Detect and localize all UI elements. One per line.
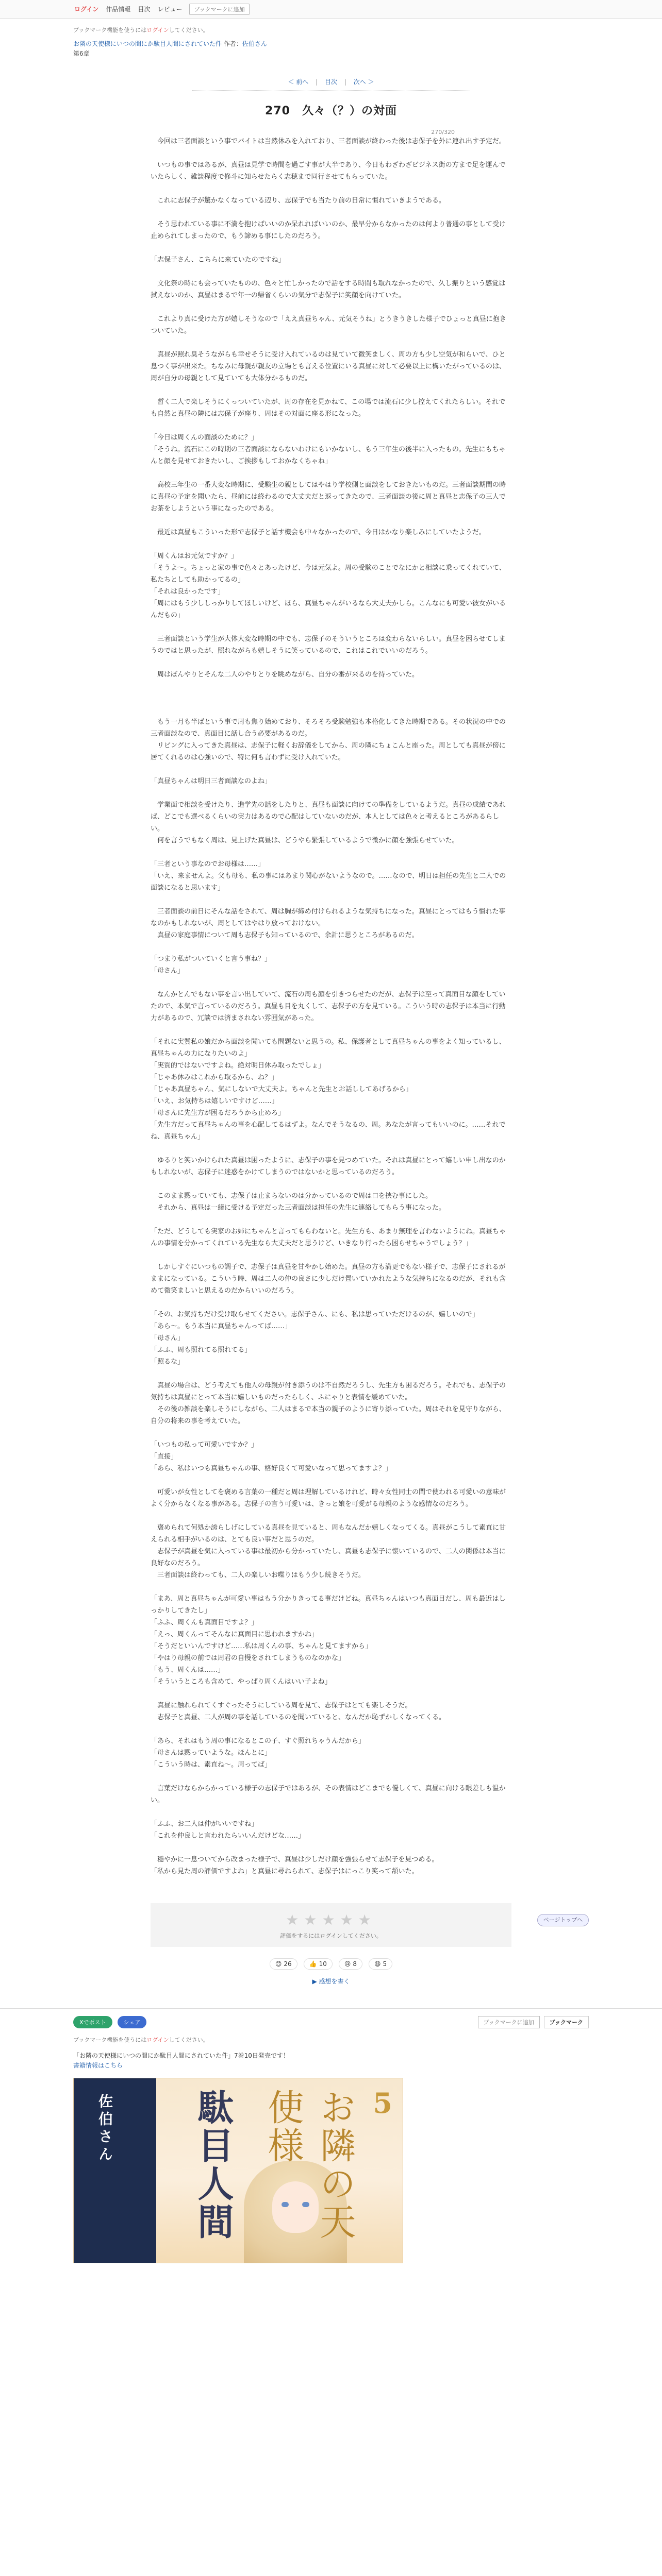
novel-paragraph: 「じゃあ真昼ちゃん、気にしないで大丈夫よ。ちゃんと先生とお話ししてあげるから」 xyxy=(151,1086,412,1094)
novel-paragraph: これに志保子が驚かなくなっている辺り、志保子でも当たり前の日常に慣れていきようである。 xyxy=(151,197,446,205)
novel-paragraph: 「えっ、周くんってそんなに真面目に思われますかね」 xyxy=(151,1631,319,1639)
banner-title-main: 駄目人間 xyxy=(192,2089,235,2242)
novel-paragraph: 真昼が照れ臭そうながらも幸せそうに受け入れているのは見ていて微笑ましく、周の方も少し空気が和らいで、ひと息つく事が出来た。ちなみに母親が親友の立場とも言える位置にいる真昼に対して必要以上に構いたがっているのは、周が自分の母親として見ていても大体分かるものだ。 xyxy=(151,351,506,383)
novel-paragraph: 「そういうところも含めて、やっぱり周くんはいい子よね」 xyxy=(151,1678,332,1686)
novel-paragraph xyxy=(151,1842,511,1854)
reaction-button[interactable] xyxy=(369,1958,392,1970)
share-fb-button[interactable]: シェア xyxy=(118,2016,147,2028)
novel-paragraph: 「あら〜。もう本当に真昼ちゃんってば……」 xyxy=(151,1323,292,1331)
reaction-count: 5 xyxy=(383,1960,387,1968)
novel-paragraph: 「それは良かったです」 xyxy=(151,588,225,596)
novel-paragraph xyxy=(151,1806,511,1818)
novel-paragraph xyxy=(151,467,511,479)
episode-title: 270 久々（？）の対面 xyxy=(265,105,397,118)
reaction-emoji-icon: 😆 xyxy=(374,1960,381,1968)
novel-paragraph xyxy=(151,787,511,799)
novel-paragraph xyxy=(151,420,511,432)
promo-link[interactable]: 書籍情報はこちら xyxy=(73,2062,123,2070)
author-label: 作者： xyxy=(223,40,242,47)
pager-sep: | xyxy=(316,78,318,86)
novel-paragraph: そう思われている事に不満を抱けばいいのか呆れればいいのか、最早分からなかったのは何より普通の事として受け止められてしまったので、もう諦める事にしたのだろう。 xyxy=(151,221,506,241)
novel-paragraph xyxy=(151,1723,511,1735)
prev-link[interactable]: ＜ 前へ xyxy=(288,78,309,86)
novel-paragraph xyxy=(151,941,511,953)
novel-paragraph: 文化祭の時にも会っていたものの、色々と忙しかったので話をする時間も取れなかったので、久し振りという感覚は拭えないのか、真昼はまるで年一の帰省くらいの気分で志保子に笑顔を向けていた。 xyxy=(151,280,506,300)
novel-paragraph: 「母さん」 xyxy=(151,967,185,975)
novel-paragraph: 今回は三者面談という事でバイトは当然休みを入れており、三者面談が終わった後は志保子を外に連れ出す予定だ。 xyxy=(151,138,506,146)
novel-paragraph xyxy=(151,764,511,775)
rating-box xyxy=(151,1903,511,1947)
novel-paragraph: 「三者という事なのでお母様は……」 xyxy=(151,860,265,869)
login-notice xyxy=(73,26,589,34)
novel-paragraph: いつもの事ではあるが、真昼は見学で時間を過ごす事が大半であり、今日もわざわざビジネス街の方まで足を運んでいたらしく、雑談程度で修斗に知らせたらく志穂まで同行させてもらっていた。 xyxy=(151,161,506,181)
novel-paragraph xyxy=(151,681,511,692)
novel-paragraph xyxy=(151,1368,511,1380)
novel-paragraph: 「じゃあ休みはこれから取るから、ね？」 xyxy=(151,1074,278,1082)
novel-paragraph: 「いつもの私って可愛いですか？」 xyxy=(151,1441,258,1449)
novel-paragraph xyxy=(151,1297,511,1309)
novel-paragraph: それから、真昼は一緒に受ける予定だった三者面談は担任の先生に連絡してもらう事になった。 xyxy=(151,1204,446,1212)
novel-paragraph xyxy=(151,207,511,218)
chapter-label: 第6章 xyxy=(73,50,90,58)
novel-paragraph: 暫く二人で楽しそうにくっついていたが、周の存在を見かねて、この場では流石に少し控えてくれたらしい。それでも自然と真昼の隣には志保子が座り、周はその対面に座る形になった。 xyxy=(151,398,506,418)
novel-paragraph xyxy=(151,1143,511,1155)
novel-paragraph xyxy=(151,1581,511,1593)
novel-paragraph: 「やはり母親の前では周君の自慢をされてしまうものなのかな」 xyxy=(151,1654,345,1663)
novel-paragraph: 「いえ、お気持ちは嬉しいですけど……」 xyxy=(151,1097,278,1106)
page-top-button[interactable]: ページトップへ xyxy=(537,1914,589,1926)
footer-bar xyxy=(0,2008,662,2028)
novel-paragraph: 可愛いが女性としてを褒める言葉の一種だと周は理解しているけれど、時々女性同士の間で使われる可愛いの意味がよく分からなくなる事がある。志保子の言う可愛いは、きっと娘を可愛がる母親のような感情なのだろう。 xyxy=(151,1488,506,1509)
episode-number: 270/320 xyxy=(431,129,455,135)
novel-paragraph xyxy=(151,621,511,633)
novel-paragraph: 「もう、周くんは……」 xyxy=(151,1666,225,1674)
series-title-link[interactable]: お隣の天使様にいつの間にか駄目人間にされていた件 xyxy=(73,40,222,47)
novel-paragraph: 志保子と真昼、二人が周の事を話しているのを聞いていると、なんだか恥ずかしくなってくる。 xyxy=(151,1714,446,1722)
novel-paragraph: 志保子が真昼を気に入っている事は最初から分かっていたし、真昼も志保子に懐いているので、二人の関係は本当に良好なのだろう。 xyxy=(151,1548,506,1568)
novel-paragraph: 「今日は周くんの面談のために？」 xyxy=(151,434,258,442)
novel-paragraph: 三者面談という学生が大体大変な時期の中でも、志保子のそういうところは変わらないらしい。真昼を困らせてしまうのではと思ったが、照れながらも嬉しそうに笑っているので、これはこれでいいのだろう。 xyxy=(151,635,506,655)
novel-paragraph: 「そうね。流石にこの時期の三者面談にならないわけにもいかないし、もう三年生の後半に入ったもの。先生にもちゃんと顔を見せておきたいし、ご挨拶もしておかなくちゃね」 xyxy=(151,446,506,466)
novel-paragraph: 「まあ、周と真昼ちゃんが可愛い事はもう分かりきってる事だけどね。真昼ちゃんはいつも真面目だし、周も最近はしっかりしてきたし」 xyxy=(151,1595,506,1615)
novel-paragraph: 「志保子さん、こちらに来ていたのですね」 xyxy=(151,256,285,264)
divider xyxy=(192,90,470,91)
novel-paragraph: 高校三年生の一番大変な時期に、受験生の親としてはやはり学校側と面談をしておきたいものだ。三者面談期間の時に真昼の予定を聞いたら、昼前には終わるので大丈夫だと返ってきたので、三者面談の後に周と真昼と志保子の三人でお茶をしようという事になったのである。 xyxy=(151,481,506,513)
novel-paragraph: 「その、お気持ちだけ受け取らせてください。志保子さん、にも、私は思っていただけるのが、嬉しいので」 xyxy=(151,1311,479,1319)
reaction-emoji-icon: 😊 xyxy=(275,1960,282,1968)
novel-paragraph xyxy=(151,657,511,669)
bookmark-add-button[interactable]: ブックマークに追加 xyxy=(189,4,249,15)
novel-paragraph xyxy=(151,1427,511,1439)
novel-paragraph: ゆるりと笑いかけられた真昼は困ったように、志保子の事を見つめていた。それは真昼にとって嬉しい申し出なのかもしれないが、志保子に迷惑をかけてしまうのではないかと思っているのだろう。 xyxy=(151,1157,506,1177)
reaction-count: 26 xyxy=(284,1960,292,1968)
novel-paragraph: 言葉だけならからかっている様子の志保子ではあるが、その表情はどこまでも優しくて、真昼に向ける眼差しも温かい。 xyxy=(151,1785,506,1805)
novel-paragraph xyxy=(151,1024,511,1036)
share-x-button[interactable]: Xでポスト xyxy=(73,2016,112,2028)
novel-paragraph xyxy=(151,704,511,716)
novel-paragraph: 「つまり私がついていくと言う事ね？」 xyxy=(151,955,272,963)
novel-paragraph: 「私から見た周の評価ですよね」と真昼に尋ねられて、志保子はにっこり笑って頷いた。 xyxy=(151,1868,419,1876)
novel-paragraph: もう一月も半ばという事で周も焦り始めており、そろそろ受験勉強も本格化してきた時期である。その状況の中での三者面談なので、真面目に話し合う必要があるのだ。 xyxy=(151,718,506,738)
reaction-count: 10 xyxy=(319,1960,327,1968)
book-banner[interactable] xyxy=(73,2078,403,2263)
novel-paragraph: 「ふふ、周くんも真面目ですよ？」 xyxy=(151,1619,258,1627)
novel-paragraph xyxy=(151,977,511,989)
novel-paragraph: 真昼に触れられてくすぐったそうにしている周を見て、志保子はとても楽しそうだ。 xyxy=(151,1702,412,1710)
toc-pager-link[interactable]: 目次 xyxy=(324,78,337,86)
pager-top xyxy=(73,77,589,86)
novel-paragraph xyxy=(151,337,511,349)
novel-paragraph xyxy=(151,384,511,396)
novel-paragraph xyxy=(151,147,511,159)
reaction-emoji-icon: 👍 xyxy=(309,1960,317,1968)
novel-paragraph: 「照るな」 xyxy=(151,1358,185,1366)
review-link[interactable]: レビュー xyxy=(157,6,183,13)
novel-paragraph: 「それに実質私の娘だから面談を聞いても問題ないと思うの。私、保護者として真昼ちゃんの事をよく知っているし、真昼ちゃんの力になりたいのよ」 xyxy=(151,1038,506,1058)
novel-paragraph xyxy=(151,1214,511,1226)
novel-paragraph: 「母さん」 xyxy=(151,1334,185,1343)
works-link[interactable]: 作品情報 xyxy=(106,6,131,13)
novel-paragraph: 周はぼんやりとそんな二人のやりとりを眺めながら、自分の番が来るのを待っていた。 xyxy=(151,671,419,679)
novel-paragraph: 「周くんはお元気ですか？」 xyxy=(151,552,238,561)
novel-paragraph: 褒められて何処か誇らしげにしている真昼を見ていると、周もなんだか嬉しくなってくる。真昼がこうして素直に甘えられる相手がいるのは、とても良い事だと思うのだ。 xyxy=(151,1524,506,1544)
novel-paragraph: 「あら、私はいつも真昼ちゃんの事、格好良くて可愛いなって思ってますよ？」 xyxy=(151,1465,392,1473)
novel-paragraph: しかしすぐにいつもの調子で、志保子は真昼を甘やかし始めた。真昼の方も満更でもない様子で、志保子にされるがままになっている。こういう時、周は二人の仲の良さに少しだけ置いていかれたような気持ちになるのだが、それも含めて微笑ましいと思えるのだからいいのだろう。 xyxy=(151,1263,506,1295)
novel-paragraph: 「母さんに先生方が困るだろうから止めろ」 xyxy=(151,1109,285,1117)
reaction-button[interactable] xyxy=(304,1958,333,1970)
rating-stars[interactable]: ★★★★★ xyxy=(286,1911,376,1929)
novel-paragraph: 穏やかに一息ついてから改まった様子で、真昼は少しだけ顔を強張らせて志保子を見つめる。 xyxy=(151,1856,439,1864)
novel-paragraph: 「これを仲良しと言われたらいいんだけどな……」 xyxy=(151,1832,305,1840)
novel-paragraph: 「ただ、どうしても実家のお姉にちゃんと言ってもらわないと。先生方も、あまり無理を言わないようにね。真昼ちゃんの事情を分かってくれている先生なら大丈夫だと思うけど、いきなり行ったら困らせちゃうでしょう？」 xyxy=(151,1228,506,1248)
banner-author: 佐伯さん xyxy=(96,2094,113,2164)
reactions xyxy=(0,1958,662,1970)
novel-paragraph: 「ふふ、周も照れてる照れてる」 xyxy=(151,1346,252,1354)
promo-notice xyxy=(73,2036,589,2044)
novel-paragraph: 「真昼ちゃんは明日三者面談なのよね」 xyxy=(151,777,272,786)
novel-paragraph xyxy=(151,515,511,527)
novel-paragraph: 何を言うでもなく周は、見上げた真昼は、どうやら緊張しているようで微かに顔を強張らせていた。 xyxy=(151,837,459,845)
novel-paragraph xyxy=(151,266,511,278)
write-review-link[interactable]: ▶ 感想を書く xyxy=(312,1978,350,1986)
login-link[interactable]: ログイン xyxy=(74,6,99,13)
novel-paragraph: その後の雑談を楽しそうにしながら、二人はまるで本当の親子のように寄り添っていた。周はそれを見守りながら、自分の将来の事を考えていた。 xyxy=(151,1405,506,1426)
reaction-count: 8 xyxy=(353,1960,357,1968)
novel-paragraph xyxy=(151,1771,511,1783)
novel-paragraph: 学業面で相談を受けたり、進学先の話をしたりと、真昼も面談に向けての準備をしているようだ。真昼の成績であれば、どこでも選べるくらいの実力はあるので心配はしていないのだが、本人としては色々と考えるところがあるらしい。 xyxy=(151,801,506,833)
novel-paragraph xyxy=(151,1510,511,1522)
novel-paragraph: 「そうだといいんですけど……私は周くんの事、ちゃんと見てますから」 xyxy=(151,1642,372,1651)
novel-paragraph xyxy=(151,894,511,906)
reaction-button[interactable] xyxy=(270,1958,297,1970)
novel-paragraph: これより真に受けた方が嬉しそうなので「ええ真昼ちゃん、元気そうね」とうきうきした様子でひょっと真昼に抱きついていた。 xyxy=(151,315,506,335)
novel-paragraph xyxy=(151,538,511,550)
novel-body xyxy=(151,135,511,1877)
reaction-button[interactable] xyxy=(339,1958,362,1970)
toc-link[interactable]: 目次 xyxy=(138,6,151,13)
novel-paragraph xyxy=(151,1475,511,1486)
rating-note: 評価をするにはログインしてください。 xyxy=(280,1933,382,1940)
novel-paragraph xyxy=(151,1249,511,1261)
novel-paragraph: 「周にはもう少ししっかりしてほしいけど、ほら、真昼ちゃんがいるなら大丈夫かしら。こんなにも可愛い彼女がいるんだもの」 xyxy=(151,600,506,620)
notice-suffix: してください。 xyxy=(169,27,209,33)
novel-paragraph: 「あら、それはもう周の事になるとこの子、すぐ照れちゃうんだから」 xyxy=(151,1737,366,1745)
banner-volume: 5 xyxy=(373,2087,392,2120)
novel-paragraph: 三者面談は終わっても、二人の楽しいお喋りはもう少し続きそうだ。 xyxy=(151,1571,365,1580)
next-link[interactable]: 次へ ＞ xyxy=(353,78,374,86)
novel-paragraph: 「実質的ではないですよね。絶対明日休み取ったでしょ」 xyxy=(151,1062,325,1070)
novel-paragraph: 「直接」 xyxy=(151,1453,178,1461)
promo-text xyxy=(73,2051,589,2070)
novel-paragraph xyxy=(151,183,511,195)
novel-paragraph: なんかとんでもない事を言い出していて、流石の周も顔を引きつらせたのだが、志保子は至って真面目な顔をしていたので、本気で言っているのだろう。真昼も目を丸くして、志保子の方を見ている。こういう時の志保子は本当に行動力があるので、冗談では済まされない雰囲気があった。 xyxy=(151,991,506,1023)
promo-login-link[interactable]: ログイン xyxy=(146,2037,169,2044)
reaction-emoji-icon: 😢 xyxy=(344,1960,351,1968)
novel-paragraph: 「母さんは黙っていような。ほんとに」 xyxy=(151,1749,272,1757)
footer-bookmark-button[interactable]: ブックマーク xyxy=(544,2016,589,2028)
author-link[interactable]: 佐伯さん xyxy=(242,40,267,47)
novel-paragraph: 「いえ、来ませんよ。父も母も、私の事にはあまり関心がないようなので。……なので、明日は担任の先生と二人での面談になると思います」 xyxy=(151,872,506,892)
novel-paragraph: 真昼の場合は、どう考えても他人の母親が付き添うのは不自然だろうし、先生方も困るだろう。それでも、志保子の気持ちは真昼にとって本当に嬉しいものだったらしく、ふにゃりと表情を緩めていた。 xyxy=(151,1382,506,1402)
novel-paragraph xyxy=(151,1688,511,1700)
novel-paragraph: 「ふふ、お二人は仲がいいですね」 xyxy=(151,1820,258,1828)
notice-login-link[interactable]: ログイン xyxy=(146,27,169,33)
pager-sep: | xyxy=(344,78,346,86)
novel-paragraph: 真昼の家庭事情について周も志保子も知っているので、余計に思うところがあるのだ。 xyxy=(151,931,419,940)
footer-bookmark-add-button[interactable]: ブックマークに追加 xyxy=(478,2016,540,2028)
novel-paragraph xyxy=(151,301,511,313)
promo-notice-prefix: ブックマーク機能を使うには xyxy=(73,2037,147,2044)
novel-paragraph: このまま黙っていても、志保子は止まらないのは分かっているので周は口を挟む事にした。 xyxy=(151,1192,433,1200)
main-container xyxy=(73,26,589,1923)
novel-paragraph: 「こういう時は、素直ね〜。周ってば」 xyxy=(151,1761,272,1769)
series-header xyxy=(73,39,589,59)
novel-paragraph: 三者面談の前日にそんな話をされて、周は胸が締め付けられるような気持ちになった。真昼にとってはもう慣れた事なのかもしれないが、周としてはやはり放っておけない。 xyxy=(151,908,506,928)
notice-prefix: ブックマーク機能を使うには xyxy=(73,27,147,33)
novel-paragraph xyxy=(151,846,511,858)
novel-paragraph: 最近は真昼もこういった形で志保子と話す機会も中々なかったので、今日はかなり楽しみにしていたようだ。 xyxy=(151,529,486,537)
banner-title-series: お隣の天使様 xyxy=(262,2089,356,2242)
novel-paragraph: リビングに入ってきた真昼は、志保子に軽くお辞儀をしてから、周の隣にちょこんと座った。周としても真昼が傍に居てくれるのは心強いので、特に何も言わずに受け入れていた。 xyxy=(151,742,506,762)
novel-paragraph xyxy=(151,692,511,704)
novel-paragraph xyxy=(151,242,511,254)
banner-left-panel xyxy=(74,2078,156,2263)
promo-notice-suffix: してください。 xyxy=(169,2037,209,2044)
top-nav xyxy=(0,0,662,19)
novel-paragraph: 「そうよ〜。ちょっと家の事で色々とあったけど、今は元気よ。周の受験のことでなにかと相談に乗ってくれていて、私たちとしても助かってるの」 xyxy=(151,564,506,584)
novel-paragraph: 「先生方だって真昼ちゃんの事を心配してるはずよ。なんでそうなるの、周。あなたが言ってもいいのに。……それでね、真昼ちゃん」 xyxy=(151,1121,506,1141)
promo-headline: 「お隣の天使様にいつの間にか駄目人間にされていた件」7巻10日発売です！ xyxy=(73,2052,289,2060)
novel-paragraph xyxy=(151,1178,511,1190)
